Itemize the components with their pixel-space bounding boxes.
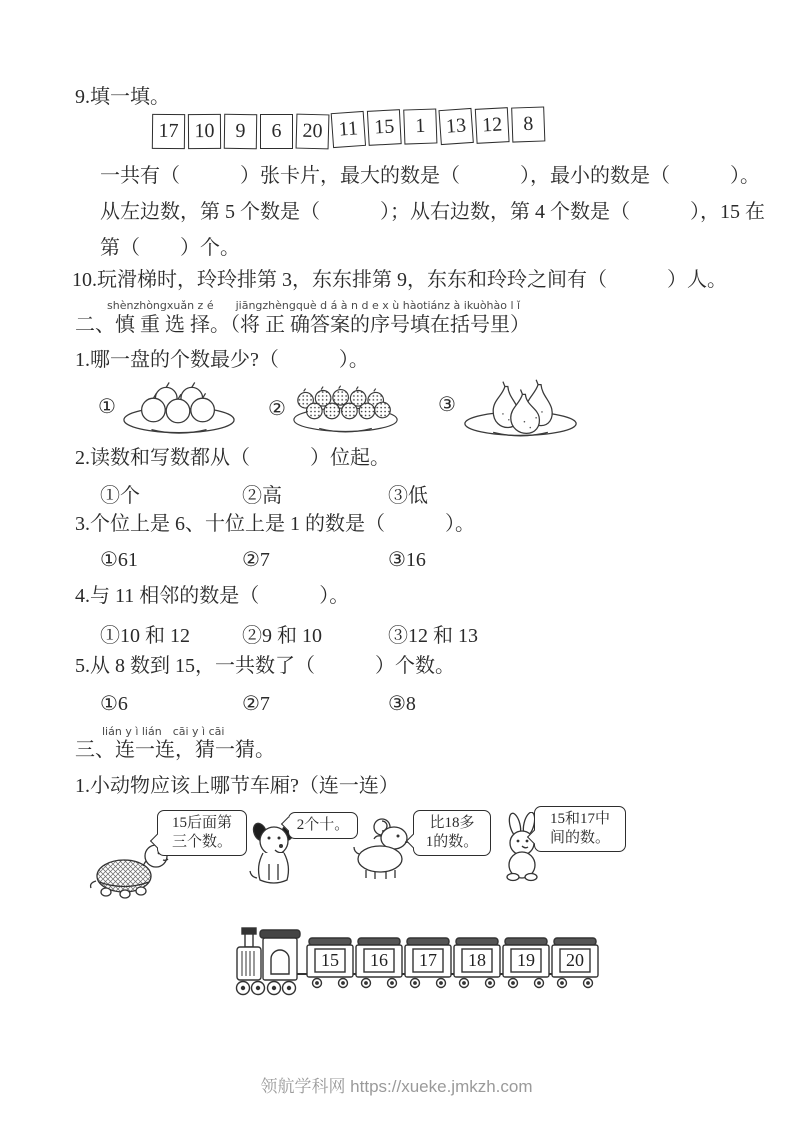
number-card: 6 (260, 114, 293, 149)
option: ②7 (242, 549, 270, 571)
plate-marker: ② (268, 398, 286, 420)
train-car-number: 17 (419, 950, 437, 970)
number-card: 20 (296, 114, 330, 150)
train-car-number: 20 (566, 950, 584, 970)
number-card: 13 (438, 108, 473, 145)
section3-title: 三、连一连，猜一猜。 (75, 739, 275, 761)
option: ②7 (242, 693, 270, 715)
option: ①61 (100, 549, 138, 571)
section3-pinyin: lián y ì lián cāi y ì cāi (102, 725, 225, 738)
option: ③低 (388, 485, 428, 507)
option: ①10 和 12 (100, 625, 190, 647)
plate-option-1 (98, 380, 238, 438)
q9-line1: 一共有（ ）张卡片，最大的数是（ ），最小的数是（ ）。 (100, 165, 760, 187)
section2-title: 二、慎 重 选 择。（将 正 确答案的序号填在括号里） (75, 314, 530, 336)
s2q3-options (100, 547, 426, 572)
train-graphic (233, 922, 599, 1006)
animals-row (85, 800, 725, 910)
q9-line2: 从左边数，第 5 个数是（ ）；从右边数，第 4 个数是（ ），15 在 (100, 201, 765, 223)
plate-marker: ① (98, 396, 116, 418)
train-car-number: 18 (468, 950, 486, 970)
s2q5-options (100, 691, 416, 716)
plate-option-2 (268, 382, 402, 437)
s2q1-text: 1.哪一盘的个数最少?（ ）。 (75, 349, 369, 371)
option: ③8 (388, 693, 416, 715)
train-icon (233, 922, 599, 1006)
option: ③12 和 13 (388, 625, 478, 647)
number-card: 15 (367, 109, 402, 146)
option: ③16 (388, 549, 426, 571)
goat-bubble (413, 810, 491, 856)
plate-marker: ③ (438, 394, 456, 416)
s2q2-options (100, 479, 428, 508)
turtle-bubble (157, 810, 247, 856)
q10-text: 10.玩滑梯时，玲玲排第 3，东东排第 9，东东和玲玲之间有（ ）人。 (72, 269, 727, 291)
s3q1-text: 1.小动物应该上哪节车厢?（连一连） (75, 775, 399, 797)
s2q4-options (100, 619, 478, 648)
number-card: 12 (475, 107, 510, 144)
q9-title: 9.填一填。 (75, 86, 170, 108)
number-cards-row (152, 114, 548, 149)
bubble-text: 2个十。 (296, 817, 350, 833)
s2q5-text: 5.从 8 数到 15，一共数了（ ）个数。 (75, 655, 455, 677)
number-card: 11 (331, 111, 366, 148)
bubble-text: 三个数。 (171, 834, 232, 850)
number-card: 8 (511, 106, 545, 142)
s2q4-text: 4.与 11 相邻的数是（ ）。 (75, 585, 350, 607)
option: ①个 (100, 485, 140, 507)
option: ②9 和 10 (242, 625, 322, 647)
number-card: 1 (403, 108, 437, 144)
pears-plate-icon (460, 378, 582, 440)
number-card: 9 (224, 114, 257, 149)
s2q2-text: 2.读数和写数都从（ ）位起。 (75, 447, 390, 469)
bubble-text: 1的数。 (425, 834, 479, 850)
option: ②高 (242, 485, 282, 507)
option: ①6 (100, 693, 128, 715)
number-card: 10 (188, 114, 221, 149)
plate-option-3 (438, 378, 582, 440)
s2q3-text: 3.个位上是 6、十位上是 1 的数是（ ）。 (75, 513, 475, 535)
apples-plate-icon (120, 380, 238, 438)
train-car-number: 15 (321, 950, 339, 970)
train-car-number: 16 (370, 950, 388, 970)
number-card: 17 (152, 114, 185, 149)
fruit-plates-row (96, 378, 716, 444)
rabbit-bubble (534, 806, 626, 852)
q9-line3: 第（ ）个。 (100, 237, 240, 259)
site-watermark: 领航学科网 https://xueke.jmkzh.com (260, 1077, 533, 1096)
bubble-text: 比18多 (429, 815, 475, 831)
goat-icon (348, 816, 420, 880)
section2-pinyin: shènzhòngxuǎn z é jiāngzhèngquè d á à n d e x ù hàotiánz à ikuòhào l ǐ (107, 299, 521, 312)
bubble-text: 15和17中 (549, 811, 610, 827)
strawberries-plate-icon (290, 382, 402, 437)
bubble-text: 15后面第 (171, 815, 232, 831)
bubble-text: 间的数。 (549, 830, 610, 846)
train-car-number: 19 (517, 950, 535, 970)
